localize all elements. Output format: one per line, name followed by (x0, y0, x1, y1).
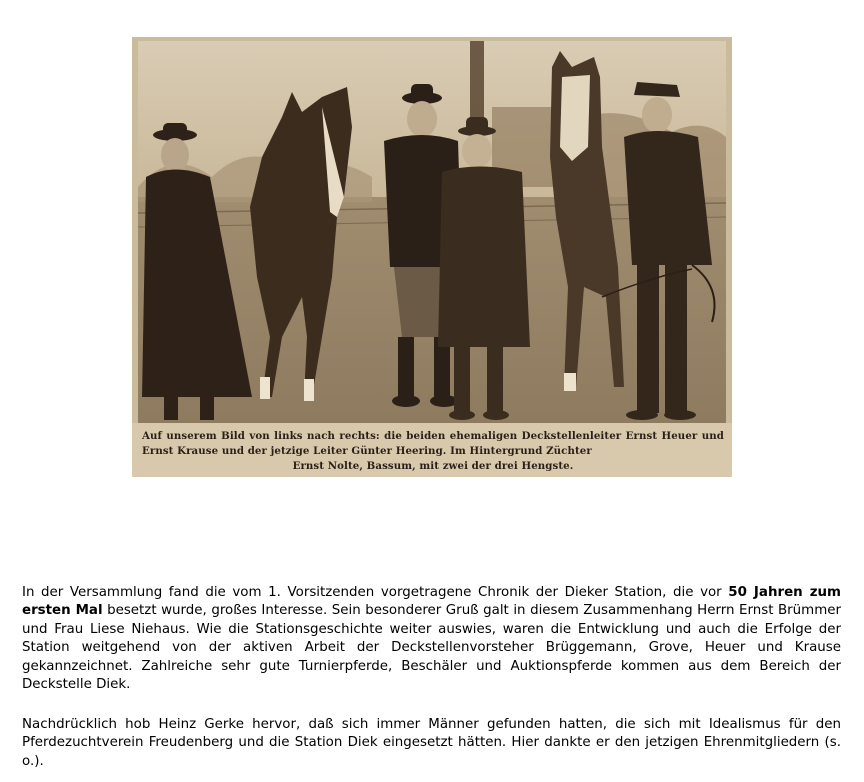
article-paragraph-2: Nachdrücklich hob Heinz Gerke hervor, daß sich immer Männer gefunden hatten, die sich mit Idealismus für den Pferdezuchtverein Freudenberg und die Station Diek eingesetzt hätten. Hier dankte er den jetzigen Ehrenmitgliedern (s. o.). (22, 717, 841, 769)
paragraph-1-bold: 50 Jahren zum ersten Mal (22, 585, 841, 619)
paragraph-1-start: In der Versammlung fand die vom 1. Vorsitzenden vorgetragene Chronik der Dieker Station, die vor (22, 585, 729, 600)
newspaper-clipping (132, 37, 732, 477)
caption-last-line: Ernst Nolte, Bassum, mit zwei der drei Hengste. (292, 460, 574, 472)
article-paragraph-1 (22, 584, 841, 694)
clipping-photo (132, 37, 732, 477)
paragraph-1-rest: besetzt wurde, großes Interesse. Sein besonderer Gruß galt in diesem Zusammenhang Herrn Ernst Brümmer und Frau Liese Niehaus. Wie die Stationsgeschichte weiter auswies, waren die Entwicklung und auch die Erfolge der Station weitgehend von der aktiven Arbeit der Deckstellenvorsteher Brüggemann, Grove, Heuer und Krause gekannzeichnet. Zahlreiche sehr gute Turnierpferde, Beschäler und Auktionspferde kommen aus dem Bereich der Deckstelle Diek. (22, 603, 841, 693)
caption-main-text: Auf unserem Bild von links nach rechts: die beiden ehemaligen Deckstellenleiter Ernst Heuer und Ernst Krause und der jetzige Leiter Günter Heering. Im Hintergrund Züchter (142, 430, 724, 457)
photo-caption (142, 429, 724, 474)
